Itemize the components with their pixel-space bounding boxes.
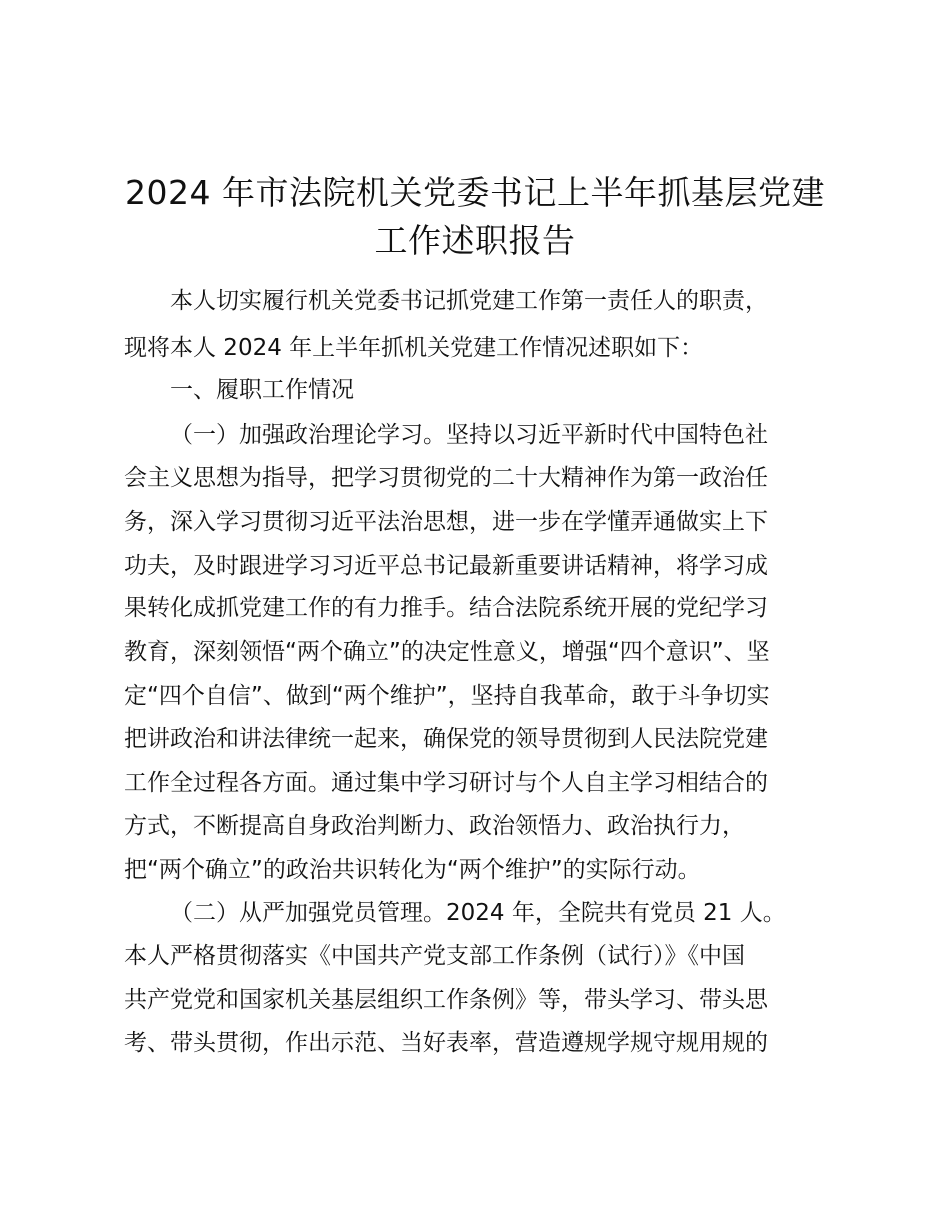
paragraph-line: 现将本人 2024 年上半年抓机关党建工作情况述职如下：	[124, 335, 704, 361]
paragraph-line: 果转化成抓党建工作的有力推手。结合法院系统开展的党纪学习	[124, 595, 768, 621]
document-title-line-2: 工作述职报告	[374, 221, 576, 260]
paragraph-line: （一）加强政治理论学习。坚持以习近平新时代中国特色社	[170, 422, 768, 448]
paragraph-line: 会主义思想为指导，把学习贯彻党的二十大精神作为第一政治任	[124, 465, 768, 491]
paragraph-line: 本人切实履行机关党委书记抓党建工作第一责任人的职责，	[170, 288, 768, 314]
document-title-line-1: 2024 年市法院机关党委书记上半年抓基层党建	[125, 173, 825, 212]
paragraph-line: 功夫，及时跟进学习习近平总书记最新重要讲话精神，将学习成	[124, 553, 768, 579]
paragraph-line: 考、带头贯彻，作出示范、当好表率，营造遵规学规守规用规的	[124, 1030, 768, 1056]
paragraph-line: 定“四个自信”、做到“两个维护”，坚持自我革命，敢于斗争切实	[124, 683, 770, 709]
paragraph-line: 方式，不断提高自身政治判断力、政治领悟力、政治执行力，	[124, 813, 745, 839]
paragraph-line: 本人严格贯彻落实《中国共产党支部工作条例（试行）》《中国	[124, 943, 745, 969]
paragraph-line: （二）从严加强党员管理。2024 年，全院共有党员 21 人。	[170, 900, 786, 926]
paragraph-line: 共产党党和国家机关基层组织工作条例》等，带头学习、带头思	[124, 987, 768, 1013]
paragraph-line: 把讲政治和讲法律统一起来，确保党的领导贯彻到人民法院党建	[124, 726, 768, 752]
paragraph-line: 务，深入学习贯彻习近平法治思想，进一步在学懂弄通做实上下	[124, 509, 768, 535]
section-heading: 一、履职工作情况	[170, 377, 354, 403]
paragraph-line: 教育，深刻领悟“两个确立”的决定性意义，增强“四个意识”、坚	[124, 639, 770, 665]
paragraph-line: 工作全过程各方面。通过集中学习研讨与个人自主学习相结合的	[124, 770, 768, 796]
paragraph-line: 把“两个确立”的政治共识转化为“两个维护”的实际行动。	[124, 857, 701, 883]
